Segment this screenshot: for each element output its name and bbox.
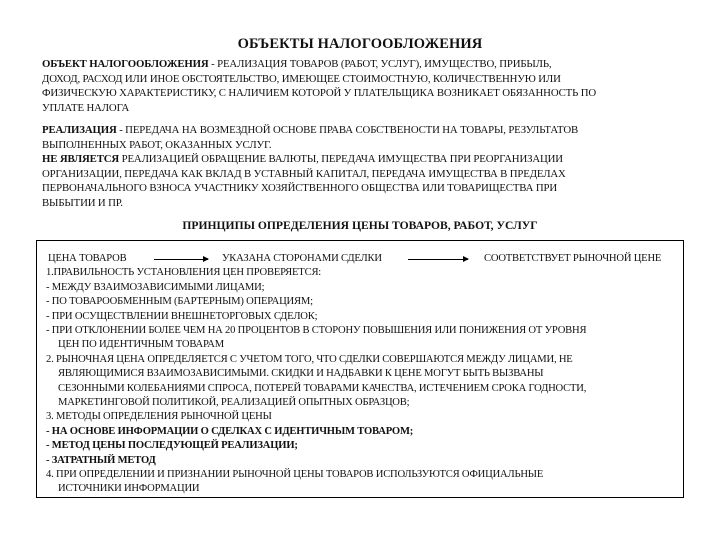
not-realization-term: НЕ ЯВЛЯЕТСЯ — [42, 153, 120, 166]
object-text-4: УПЛАТЕ НАЛОГА — [42, 101, 130, 114]
principle-line: - ПРИ ОСУЩЕСТВЛЕНИИ ВНЕШНЕТОРГОВЫХ СДЕЛОК; — [46, 310, 318, 322]
realization-term: РЕАЛИЗАЦИЯ — [42, 124, 117, 136]
realization-text-2: ВЫПОЛНЕННЫХ РАБОТ, ОКАЗАННЫХ УСЛУГ. — [42, 138, 272, 151]
principle-line: ИСТОЧНИКИ ИНФОРМАЦИИ — [58, 483, 200, 495]
realization-definition — [42, 123, 688, 211]
principle-line: 4. ПРИ ОПРЕДЕЛЕНИИ И ПРИЗНАНИИ РЫНОЧНОЙ ЦЕНЫ ТОВАРОВ ИСПОЛЬЗУЮТСЯ ОФИЦИАЛЬНЫЕ — [46, 469, 544, 481]
object-term: ОБЪЕКТ НАЛОГООБЛОЖЕНИЯ — [42, 58, 209, 70]
arrow-right-icon — [154, 259, 208, 260]
not-realization-text-4: ВЫБЫТИИ И ПР. — [42, 196, 123, 209]
principles-heading: ПРИНЦИПЫ ОПРЕДЕЛЕНИЯ ЦЕНЫ ТОВАРОВ, РАБОТ, УСЛУГ — [182, 219, 538, 232]
object-text-1: - РЕАЛИЗАЦИЯ ТОВАРОВ (РАБОТ, УСЛУГ), ИМУЩЕСТВО, ПРИБЫЛЬ, — [208, 58, 552, 70]
flow-step-market: СООТВЕТСТВУЕТ РЫНОЧНОЙ ЦЕНЕ — [484, 253, 662, 264]
principle-line: ЯВЛЯЮЩИМИСЯ ВЗАИМОЗАВИСИМЫМИ. СКИДКИ И НАДБАВКИ К ЦЕНЕ МОГУТ БЫТЬ ВЫЗВАНЫ — [58, 368, 544, 380]
flow-step-parties: УКАЗАНА СТОРОНАМИ СДЕЛКИ — [222, 253, 382, 264]
object-definition — [42, 57, 688, 115]
not-realization-text-1: РЕАЛИЗАЦИЕЙ ОБРАЩЕНИЕ ВАЛЮТЫ, ПЕРЕДАЧА ИМУЩЕСТВА ПРИ РЕОРГАНИЗАЦИИ — [119, 153, 563, 166]
principle-line: - ПРИ ОТКЛОНЕНИИ БОЛЕЕ ЧЕМ НА 20 ПРОЦЕНТОВ В СТОРОНУ ПОВЫШЕНИЯ ИЛИ ПОНИЖЕНИЯ ОТ УРОВНЯ — [46, 325, 587, 337]
principle-line: МАРКЕТИНГОВОЙ ПОЛИТИКОЙ, РЕАЛИЗАЦИЕЙ ОПЫТНЫХ ОБРАЗЦОВ; — [58, 397, 410, 409]
arrow-right-icon — [408, 259, 468, 260]
principle-line: 3. МЕТОДЫ ОПРЕДЕЛЕНИЯ РЫНОЧНОЙ ЦЕНЫ — [46, 411, 272, 423]
principle-line: - МЕТОД ЦЕНЫ ПОСЛЕДУЮЩЕЙ РЕАЛИЗАЦИИ; — [46, 440, 298, 452]
price-flow — [46, 252, 682, 266]
object-text-2: ДОХОД, РАСХОД ИЛИ ИНОЕ ОБСТОЯТЕЛЬСТВО, ИМЕЮЩЕЕ СТОИМОСТНУЮ, КОЛИЧЕСТВЕННУЮ ИЛИ — [42, 72, 561, 85]
principles-content — [46, 252, 682, 497]
object-text-3: ФИЗИЧЕСКУЮ ХАРАКТЕРИСТИКУ, С НАЛИЧИЕМ КОТОРОЙ У ПЛАТЕЛЬЩИКА ВОЗНИКАЕТ ОБЯЗАННОСТЬ ПО — [42, 87, 596, 100]
principle-line: - ЗАТРАТНЫЙ МЕТОД — [46, 454, 156, 466]
principle-line: ЦЕН ПО ИДЕНТИЧНЫМ ТОВАРАМ — [58, 339, 224, 351]
not-realization-text-2: ОРГАНИЗАЦИИ, ПЕРЕДАЧА КАК ВКЛАД В УСТАВНЫЙ КАПИТАЛ, ПЕРЕДАЧА ИМУЩЕСТВА В ПРЕДЕЛАХ — [42, 167, 566, 180]
page-title: ОБЪЕКТЫ НАЛОГООБЛОЖЕНИЯ — [237, 36, 483, 52]
principle-line: - ПО ТОВАРООБМЕННЫМ (БАРТЕРНЫМ) ОПЕРАЦИЯМ; — [46, 296, 313, 308]
realization-text-1: - ПЕРЕДАЧА НА ВОЗМЕЗДНОЙ ОСНОВЕ ПРАВА СОБСТВЕНОСТИ НА ТОВАРЫ, РЕЗУЛЬТАТОВ — [116, 124, 579, 136]
principle-line: СЕЗОННЫМИ КОЛЕБАНИЯМИ СПРОСА, ПОТЕРЕЙ ТОВАРАМИ КАЧЕСТВА, ИСТЕЧЕНИЕМ СРОКА ГОДНОСТИ, — [58, 382, 587, 394]
principle-line: 2. РЫНОЧНАЯ ЦЕНА ОПРЕДЕЛЯЕТСЯ С УЧЕТОМ ТОГО, ЧТО СДЕЛКИ СОВЕРШАЮТСЯ МЕЖДУ ЛИЦАМИ, НЕ — [46, 353, 573, 365]
principle-line: 1.ПРАВИЛЬНОСТЬ УСТАНОВЛЕНИЯ ЦЕН ПРОВЕРЯЕТСЯ: — [46, 267, 322, 279]
flow-step-goods-price: ЦЕНА ТОВАРОВ — [48, 253, 127, 264]
principle-line: - НА ОСНОВЕ ИНФОРМАЦИИ О СДЕЛКАХ С ИДЕНТИЧНЫМ ТОВАРОМ; — [46, 425, 414, 437]
not-realization-text-3: ПЕРВОНАЧАЛЬНОГО ВЗНОСА УЧАСТНИКУ ХОЗЯЙСТВЕННОГО ОБЩЕСТВА ИЛИ ТОВАРИЩЕСТВА ПРИ — [42, 182, 558, 195]
principle-line: - МЕЖДУ ВЗАИМОЗАВИСИМЫМИ ЛИЦАМИ; — [46, 281, 265, 293]
